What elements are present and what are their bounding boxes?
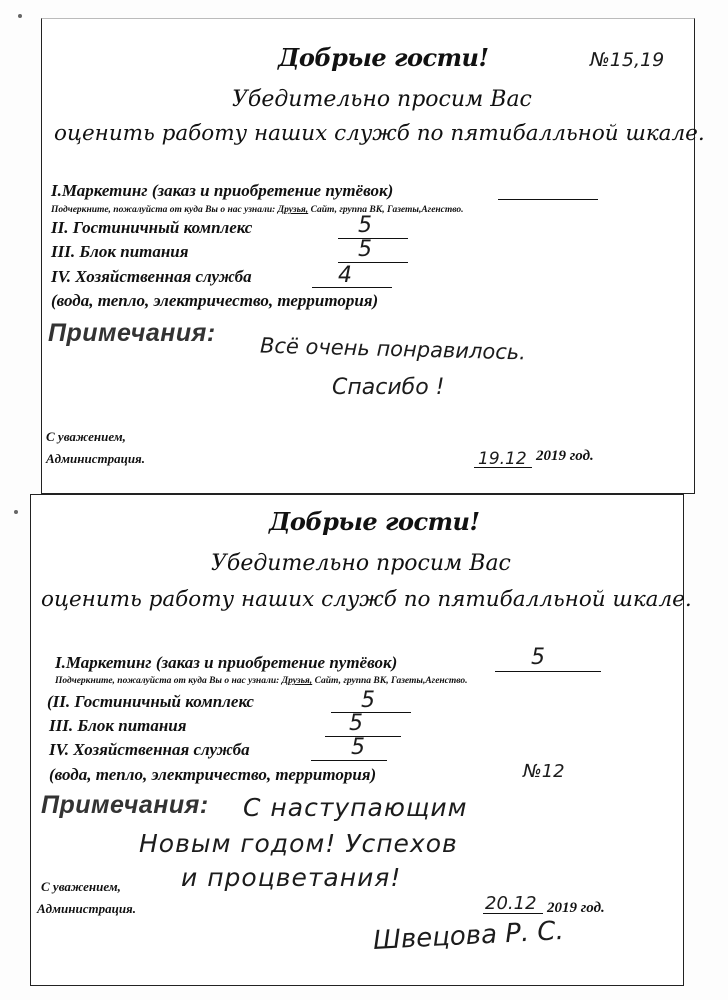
administration: Администрация. <box>37 901 136 916</box>
source-friends: Друзья, <box>281 676 313 686</box>
source-hint-prefix: Подчеркните, пожалуйста от куда Вы о нас узнали: <box>55 676 280 686</box>
request-line-2: оценить работу наших служб по пятибалльной шкале. <box>54 121 705 146</box>
hotel-rating-line <box>338 238 408 239</box>
section-marketing: I.Маркетинг (заказ и приобретение путёвок) <box>51 181 394 200</box>
request-line-2: оценить работу наших служб по пятибалльной шкале. <box>41 587 692 612</box>
section-food: III. Блок питания <box>51 242 189 261</box>
notes-label: Примечания: <box>41 791 209 819</box>
date-line <box>483 913 543 914</box>
household-rating-line <box>312 287 392 288</box>
section-household: IV. Хозяйственная служба <box>51 267 252 286</box>
note-line-2: Новым годом! Успехов <box>139 829 458 858</box>
source-others: Сайт, группа ВК, Газеты,Агенство. <box>310 205 464 215</box>
fill-date: 20.12 <box>485 893 537 914</box>
section-hotel: (II. Гостиничный комплекс <box>47 692 254 711</box>
source-hint <box>51 205 464 215</box>
request-line-1: Убедительно просим Вас <box>232 87 532 112</box>
marketing-rating-line <box>495 671 601 672</box>
scan-speck <box>14 510 18 514</box>
administration: Администрация. <box>46 451 145 466</box>
note-line-1: С наступающим <box>243 793 468 822</box>
marketing-rating: 5 <box>531 645 545 670</box>
household-details: (вода, тепло, электричество, территория) <box>51 291 379 310</box>
feedback-card-1 <box>41 18 705 494</box>
date-line <box>474 467 532 468</box>
household-rating: 4 <box>338 263 352 288</box>
section-marketing: I.Маркетинг (заказ и приобретение путёвок) <box>55 653 398 672</box>
year: 2019 год. <box>547 900 605 916</box>
regards: С уважением, <box>41 879 121 894</box>
source-hint <box>55 676 468 686</box>
hotel-rating: 5 <box>358 213 372 238</box>
feedback-card-2 <box>30 494 692 986</box>
food-rating: 5 <box>349 711 363 736</box>
regards: С уважением, <box>46 429 126 444</box>
greeting: Добрые гости! <box>278 43 489 72</box>
source-friends: Друзья, <box>277 205 309 215</box>
scan-speck <box>18 14 22 18</box>
fill-date: 19.12 <box>478 449 527 469</box>
room-number: №12 <box>523 761 565 782</box>
food-rating: 5 <box>358 237 372 262</box>
section-household: IV. Хозяйственная служба <box>49 740 250 759</box>
marketing-rating-line <box>498 199 598 200</box>
greeting: Добрые гости! <box>269 507 480 536</box>
source-others: Сайт, группа ВК, Газеты,Агенство. <box>314 676 468 686</box>
household-rating: 5 <box>351 735 365 760</box>
source-hint-prefix: Подчеркните, пожалуйста от куда Вы о нас узнали: <box>51 205 276 215</box>
section-food: III. Блок питания <box>49 716 187 735</box>
note-line-3: и процветания! <box>181 863 402 892</box>
hotel-rating: 5 <box>361 688 375 713</box>
section-hotel: II. Гостиничный комплекс <box>51 218 253 237</box>
signature: Швецова Р. С. <box>372 916 565 956</box>
card-number: №15,19 <box>590 49 665 71</box>
note-line-1: Всё очень понравилось. <box>259 333 527 365</box>
note-line-2: Спасибо ! <box>332 375 445 400</box>
year: 2019 год. <box>536 448 594 464</box>
household-details: (вода, тепло, электричество, территория) <box>49 765 377 784</box>
notes-label: Примечания: <box>48 319 216 347</box>
household-rating-line <box>311 760 387 761</box>
request-line-1: Убедительно просим Вас <box>211 551 511 576</box>
